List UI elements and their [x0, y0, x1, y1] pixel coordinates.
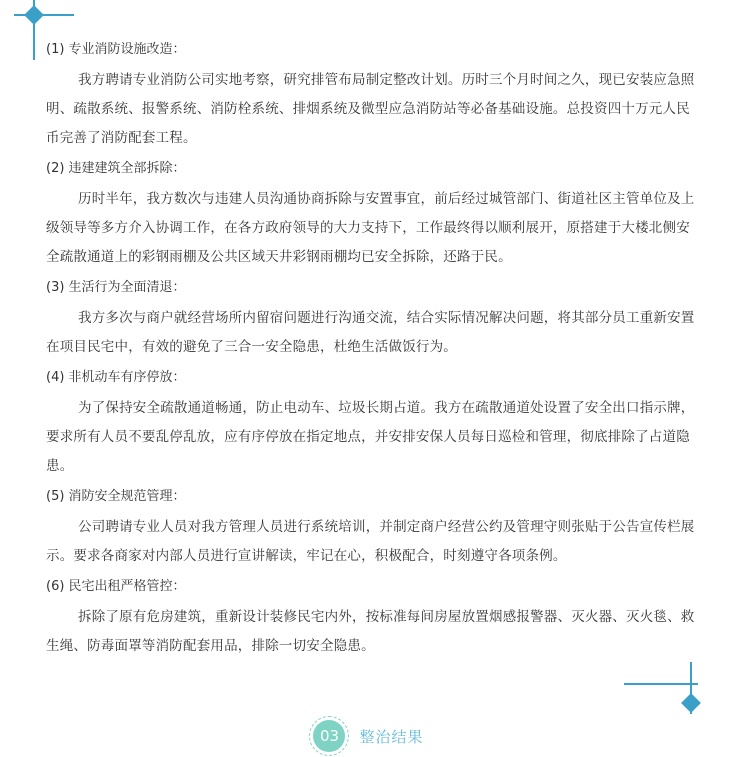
- frame-top-left-diamond-icon: [24, 5, 44, 25]
- section-body: 拆除了原有危房建筑，重新设计装修民宅内外，按标准每间房屋放置烟感报警器、灭火器、灭火毯、救生绳、防毒面罩等消防配套用品，排除一切安全隐患。: [46, 609, 695, 654]
- section-heading: (2) 违建建筑全部拆除：: [46, 161, 186, 176]
- section-3: [46, 278, 696, 362]
- section-4: [46, 368, 696, 481]
- section-body: 公司聘请专业人员对我方管理人员进行系统培训，并制定商户经营公约及管理守则张贴于公告宣传栏展示。要求各商家对内部人员进行宣讲解读，牢记在心，积极配合，时刻遵守各项条例。: [46, 519, 695, 564]
- section-number-badge: [313, 720, 345, 752]
- badge-number: 03: [319, 727, 340, 745]
- section-body: 历时半年，我方数次与违建人员沟通协商拆除与安置事宜，前后经过城管部门、街道社区主管单位及上级领导等多方介入协调工作，在各方政府领导的大力支持下，工作最终得以顺利展开，原搭建于大楼北侧安全疏散通道上的彩钢雨棚及公共区域天井彩钢雨棚均已安全拆除，还路于民。: [46, 191, 695, 265]
- section-heading: (5) 消防安全规范管理：: [46, 489, 186, 504]
- section-body: 我方聘请专业消防公司实地考察，研究排管布局制定整改计划。历时三个月时间之久，现已安装应急照明、疏散系统、报警系统、消防栓系统、排烟系统及微型应急消防站等必备基础设施。总投资四十万元人民币完善了消防配套工程。: [46, 72, 695, 146]
- article-content: [46, 40, 696, 667]
- section-footer: [0, 718, 737, 754]
- section-2: [46, 159, 696, 272]
- section-heading: (6) 民宅出租严格管控：: [46, 579, 186, 594]
- frame-bottom-right-horizontal: [624, 683, 698, 685]
- frame-bottom-right-diamond-icon: [681, 693, 701, 713]
- section-1: [46, 40, 696, 153]
- section-heading: (3) 生活行为全面清退：: [46, 280, 186, 295]
- badge-ring: [309, 716, 349, 756]
- section-heading: (4) 非机动车有序停放：: [46, 370, 186, 385]
- section-body: 我方多次与商户就经营场所内留宿问题进行沟通交流，结合实际情况解决问题，将其部分员工重新安置在项目民宅中，有效的避免了三合一安全隐患，杜绝生活做饭行为。: [46, 310, 695, 355]
- footer-title: 整治结果: [359, 727, 424, 746]
- section-6: [46, 577, 696, 661]
- section-heading: (1) 专业消防设施改造：: [46, 42, 186, 57]
- section-5: [46, 487, 696, 571]
- section-body: 为了保持安全疏散通道畅通，防止电动车、垃圾长期占道。我方在疏散通道处设置了安全出口指示牌，要求所有人员不要乱停乱放，应有序停放在指定地点，并安排安保人员每日巡检和管理，彻底排除了占道隐患。: [46, 400, 695, 474]
